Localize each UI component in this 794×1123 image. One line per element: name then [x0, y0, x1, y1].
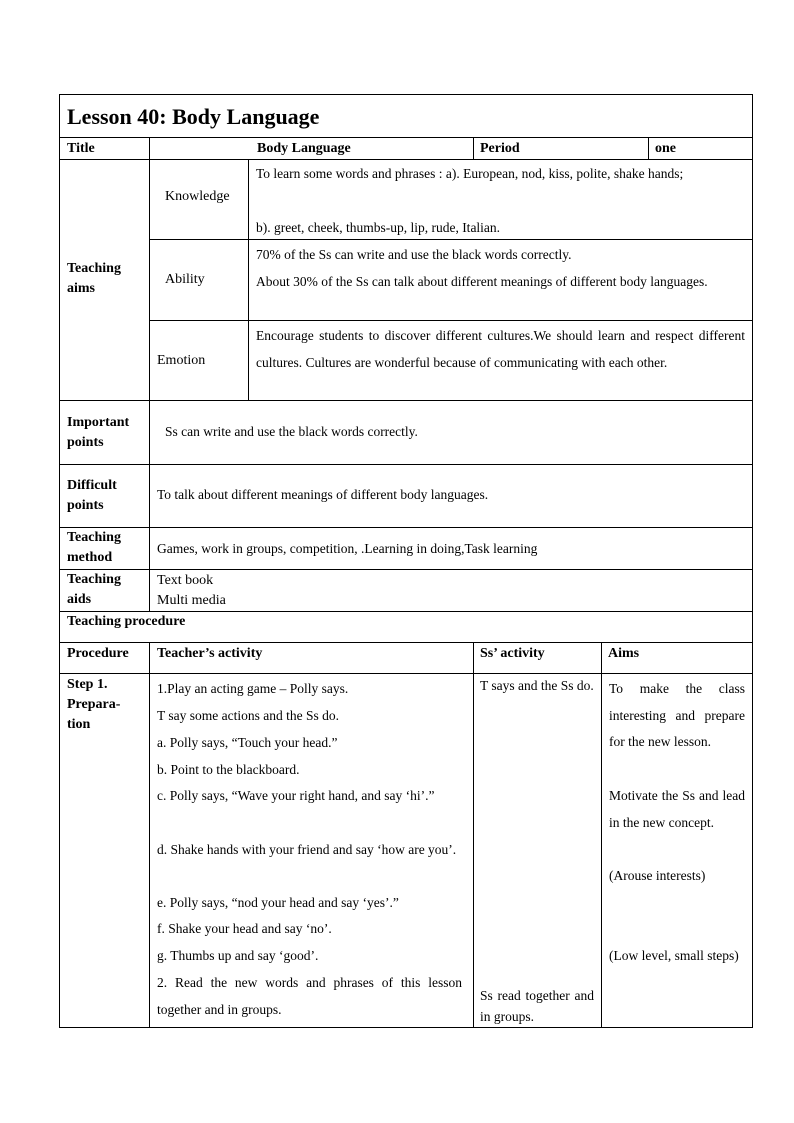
important-text-cell [150, 401, 753, 465]
aids-text-cell [150, 570, 753, 612]
step1-label-cell [59, 674, 150, 1028]
period-value-cell [649, 138, 753, 160]
method-text: Games, work in groups, competition, .Learning in doing,Task learning [157, 541, 538, 556]
period-label-cell [474, 138, 649, 160]
emotion-text-cell [249, 321, 753, 401]
knowledge-label-cell [150, 160, 249, 240]
aims-text-2: Motivate the Ss and lead in the new concept. [609, 788, 745, 830]
lesson-title-cell [59, 94, 753, 138]
important-label-cell [59, 401, 150, 465]
ss-activity-2: Ss read together and in groups. [480, 988, 594, 1024]
header-procedure: Procedure [67, 646, 129, 661]
difficult-label-cell [59, 465, 150, 528]
knowledge-text-cell [249, 160, 753, 240]
ability-text: 70% of the Ss can write and use the black words correctly. [256, 247, 572, 262]
knowledge-label: Knowledge [165, 189, 230, 204]
procedure-heading-cell [59, 612, 753, 643]
period-label: Period [480, 141, 520, 156]
title-value-cell [150, 138, 474, 160]
step1-label: Step 1. Prepara-tion [67, 677, 121, 732]
procedure-heading: Teaching procedure [67, 614, 186, 629]
aims-text-1: To make the class interesting and prepare for the new lesson. [609, 681, 745, 750]
teacher-line: g. Thumbs up and say ‘good’. [157, 948, 319, 963]
ability-text-2: About 30% of the Ss can talk about different meanings of different body languages. [256, 274, 708, 289]
method-label-cell [59, 528, 150, 570]
important-label: Important points [67, 415, 130, 450]
knowledge-text-2: b). greet, cheek, thumbs-up, lip, rude, Italian. [256, 220, 501, 235]
method-text-cell [150, 528, 753, 570]
difficult-text-cell [150, 465, 753, 528]
ability-label: Ability [165, 272, 205, 287]
ability-text-cell [249, 240, 753, 321]
ability-label-cell [150, 240, 249, 321]
teacher-line: T say some actions and the Ss do. [157, 708, 339, 723]
emotion-label-cell [150, 321, 249, 401]
header-aims: Aims [608, 646, 640, 661]
lesson-title: Lesson 40: Body Language [67, 104, 320, 129]
teacher-line: a. Polly says, “Touch your head.” [157, 735, 338, 750]
step1-teacher-cell [150, 674, 474, 1028]
aims-text-3: (Arouse interests) [609, 868, 706, 883]
difficult-label: Difficult points [67, 478, 117, 513]
important-text: Ss can write and use the black words correctly. [165, 424, 418, 439]
teacher-line: e. Polly says, “nod your head and say ‘yes’.” [157, 895, 399, 910]
teacher-line: f. Shake your head and say ‘no’. [157, 921, 332, 936]
aids-line-1: Text book [157, 573, 214, 588]
aims-text-4: (Low level, small steps) [609, 948, 739, 963]
header-teacher-cell [150, 643, 474, 674]
aids-label-cell [59, 570, 150, 612]
emotion-text: Encourage students to discover different cultures.We should learn and respect different cultures. Cultures are wonderful because of communicating with each other. [256, 328, 745, 370]
title-label-cell [59, 138, 150, 160]
step1-aims-cell [602, 674, 753, 1028]
method-label: Teaching method [67, 530, 121, 565]
teacher-line: 2. Read the new words and phrases of this lesson together and in groups. [157, 975, 462, 1017]
header-procedure-cell [59, 643, 150, 674]
header-teacher: Teacher’s activity [157, 646, 263, 661]
ss-activity-1: T says and the Ss do. [480, 678, 594, 693]
teacher-line: 1.Play an acting game – Polly says. [157, 681, 349, 696]
emotion-label: Emotion [157, 353, 206, 368]
step1-ss-cell [474, 674, 602, 1028]
aids-line-2: Multi media [157, 593, 226, 608]
teaching-aims-label: Teaching aims [67, 261, 121, 296]
teacher-line: c. Polly says, “Wave your right hand, and say ‘hi’.” [157, 788, 435, 803]
teacher-line: d. Shake hands with your friend and say ‘how are you’. [157, 842, 457, 857]
header-ss: Ss’ activity [480, 646, 545, 661]
header-aims-cell [602, 643, 753, 674]
title-label: Title [67, 141, 95, 156]
period-value: one [655, 141, 676, 156]
teaching-aims-label-cell [59, 160, 150, 401]
title-value: Body Language [257, 141, 351, 156]
difficult-text: To talk about different meanings of different body languages. [157, 487, 489, 502]
header-ss-cell [474, 643, 602, 674]
teacher-line: b. Point to the blackboard. [157, 762, 300, 777]
knowledge-text: To learn some words and phrases : a). European, nod, kiss, polite, shake hands; [256, 166, 684, 181]
aids-label: Teaching aids [67, 572, 121, 607]
